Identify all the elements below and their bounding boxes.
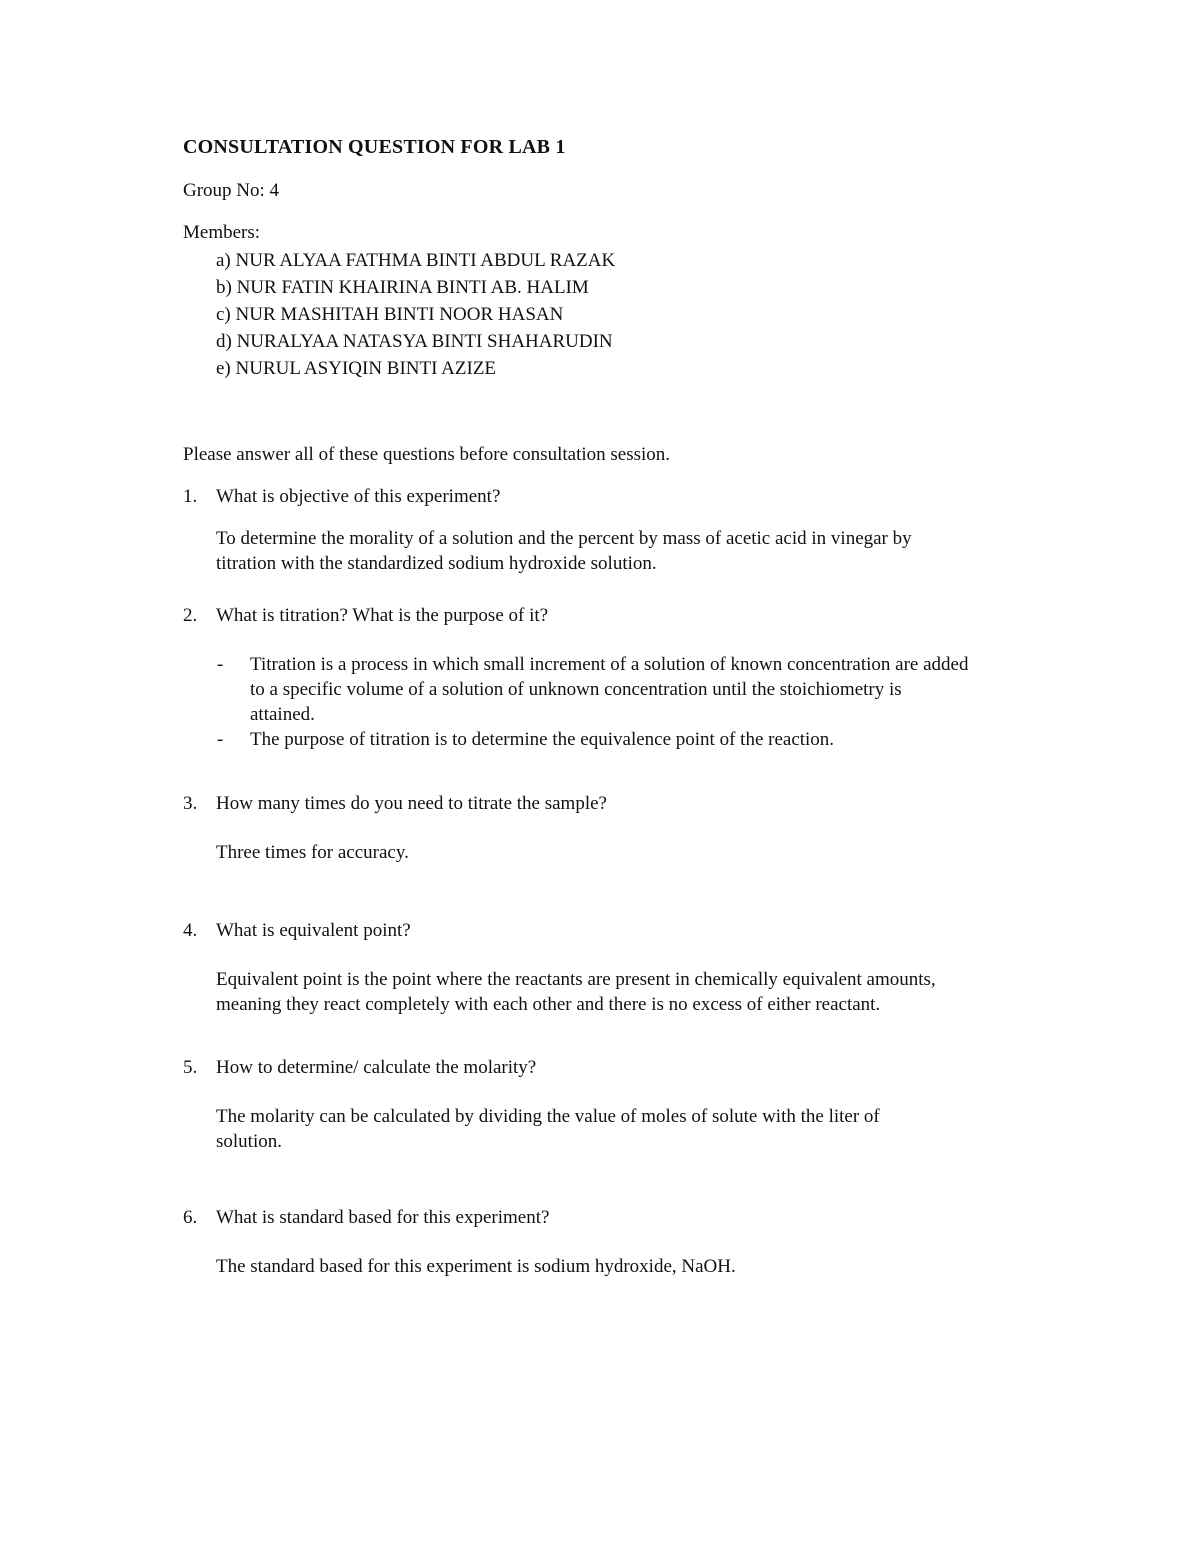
question-number: 5. [183, 1057, 198, 1078]
member-item: a) NUR ALYAA FATHMA BINTI ABDUL RAZAK [216, 250, 616, 271]
member-item: b) NUR FATIN KHAIRINA BINTI AB. HALIM [216, 277, 589, 298]
bullet-line: Titration is a process in which small increment of a solution of known concentration are added [250, 654, 969, 675]
question-text: What is standard based for this experiment? [216, 1207, 550, 1228]
member-item: e) NURUL ASYIQIN BINTI AZIZE [216, 358, 497, 379]
bullet-dash: - [217, 729, 224, 750]
group-number: Group No: 4 [183, 180, 280, 201]
document-title: CONSULTATION QUESTION FOR LAB 1 [183, 136, 566, 158]
answer-line: Equivalent point is the point where the reactants are present in chemically equivalent amounts, [216, 969, 936, 990]
question-text: How to determine/ calculate the molarity? [216, 1057, 537, 1078]
bullet-line: attained. [250, 704, 315, 725]
question-text: What is equivalent point? [216, 920, 411, 941]
answer-line: To determine the morality of a solution and the percent by mass of acetic acid in vinegar by [216, 528, 912, 549]
question-number: 6. [183, 1207, 198, 1228]
answer-line: meaning they react completely with each other and there is no excess of either reactant. [216, 994, 881, 1015]
question-number: 4. [183, 920, 198, 941]
bullet-dash: - [217, 654, 224, 675]
answer-line: The standard based for this experiment is sodium hydroxide, NaOH. [216, 1256, 736, 1277]
members-label: Members: [183, 222, 261, 243]
bullet-line: The purpose of titration is to determine the equivalence point of the reaction. [250, 729, 835, 750]
instruction-text: Please answer all of these questions before consultation session. [183, 444, 671, 465]
answer-line: Three times for accuracy. [216, 842, 409, 863]
question-number: 1. [183, 486, 198, 507]
question-number: 2. [183, 605, 198, 626]
question-text: What is titration? What is the purpose of it? [216, 605, 549, 626]
question-text: What is objective of this experiment? [216, 486, 501, 507]
member-item: c) NUR MASHITAH BINTI NOOR HASAN [216, 304, 564, 325]
answer-line: solution. [216, 1131, 282, 1152]
question-text: How many times do you need to titrate the sample? [216, 793, 607, 814]
member-item: d) NURALYAA NATASYA BINTI SHAHARUDIN [216, 331, 613, 352]
answer-line: The molarity can be calculated by dividing the value of moles of solute with the liter of [216, 1106, 880, 1127]
bullet-line: to a specific volume of a solution of unknown concentration until the stoichiometry is [250, 679, 902, 700]
answer-line: titration with the standardized sodium hydroxide solution. [216, 553, 657, 574]
question-number: 3. [183, 793, 198, 814]
